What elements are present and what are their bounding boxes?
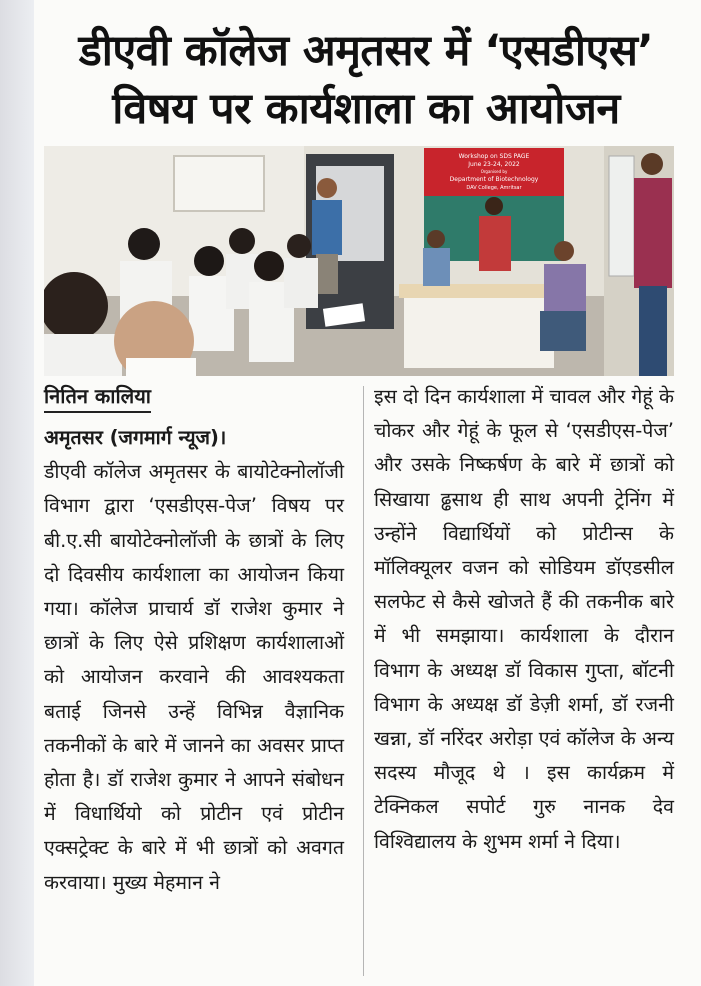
banner-text-4: Department of Biotechnology bbox=[449, 176, 539, 183]
body-text-left: डीएवी कॉलेज अमृतसर के बायोटेक्नोलॉजी विभाग द्वारा ‘एसडीएस-पेज’ विषय पर बी.ए.सी बायोटेक्नोलॉजी के छात्रों के लिए दो दिवसीय कार्यशाला का आयोजन किया गया। कॉलेज प्राचार्य डॉ राजेश कुमार ने छात्रों के लिए ऐसे प्रशिक्षण कार्यशालाओं को आयोजन करवाने की आवश्यकता बताई जिनसे उन्हें विभिन्न वैज्ञानिक तकनीकों के बारे में जानने का अवसर प्राप्त होता है। डॉ राजेश कुमार ने आपने संबोधन में विधार्थियो को प्रोटीन एवं प्रोटीन एक्सट्रेक्ट के बारे में भी छात्रों को अवगत करवाया। मुख्य मेहमान ने bbox=[44, 460, 344, 894]
headline bbox=[42, 22, 690, 138]
article-column-right bbox=[374, 380, 674, 859]
screen-edge bbox=[0, 0, 34, 986]
banner-text-3: Organised by bbox=[480, 169, 508, 174]
article-column-left bbox=[44, 380, 344, 900]
banner-text-2: June 23-24, 2022 bbox=[468, 161, 520, 168]
cropped-previous-text bbox=[44, 0, 684, 10]
banner-text-5: DAV College, Amritsar bbox=[466, 185, 522, 191]
newspaper-clipping bbox=[34, 0, 701, 986]
byline: नितिन कालिया bbox=[44, 381, 151, 413]
workshop-photo bbox=[44, 146, 674, 376]
headline-line-1: डीएवी कॉलेज अमृतसर में ‘एसडीएस’ bbox=[78, 26, 654, 76]
article-text-left bbox=[44, 421, 344, 900]
body-text-right: इस दो दिन कार्यशाला में चावल और गेहूं के चोकर और गेहूं के फूल से ‘एसडीएस-पेज’ और उसके निष्कर्षण के बारे में छात्रों को सिखाया ढ्ढसाथ ही साथ अपनी ट्रेनिंग में उन्होंने विद्यार्थियों को प्रोटीन्स के मॉलिक्यूलर वजन को सोडियम डॉएडसील सलफेट से कैसे खोजते हैं की तकनीक बारे में भी समझाया। कार्यशाला के दौरान विभाग के अध्यक्ष डॉ विकास गुप्ता, बॉटनी विभाग के अध्यक्ष डॉ डेज़ी शर्मा, डॉ रजनी खन्ना, डॉ नरिंदर अरोड़ा एवं कॉलेज के अन्य सदस्य मौजूद थे । इस कार्यक्रम में टेक्निकल सपोर्ट गुरु नानक देव विश्विद्यालय के शुभम शर्मा ने दिया। bbox=[374, 385, 674, 853]
banner-text-1: Workshop on SDS PAGE bbox=[458, 153, 530, 160]
dateline: अमृतसर (जगमार्ग न्यूज)। bbox=[44, 426, 227, 449]
headline-line-2: विषय पर कार्यशाला का आयोजन bbox=[112, 84, 620, 134]
column-divider bbox=[363, 386, 364, 976]
